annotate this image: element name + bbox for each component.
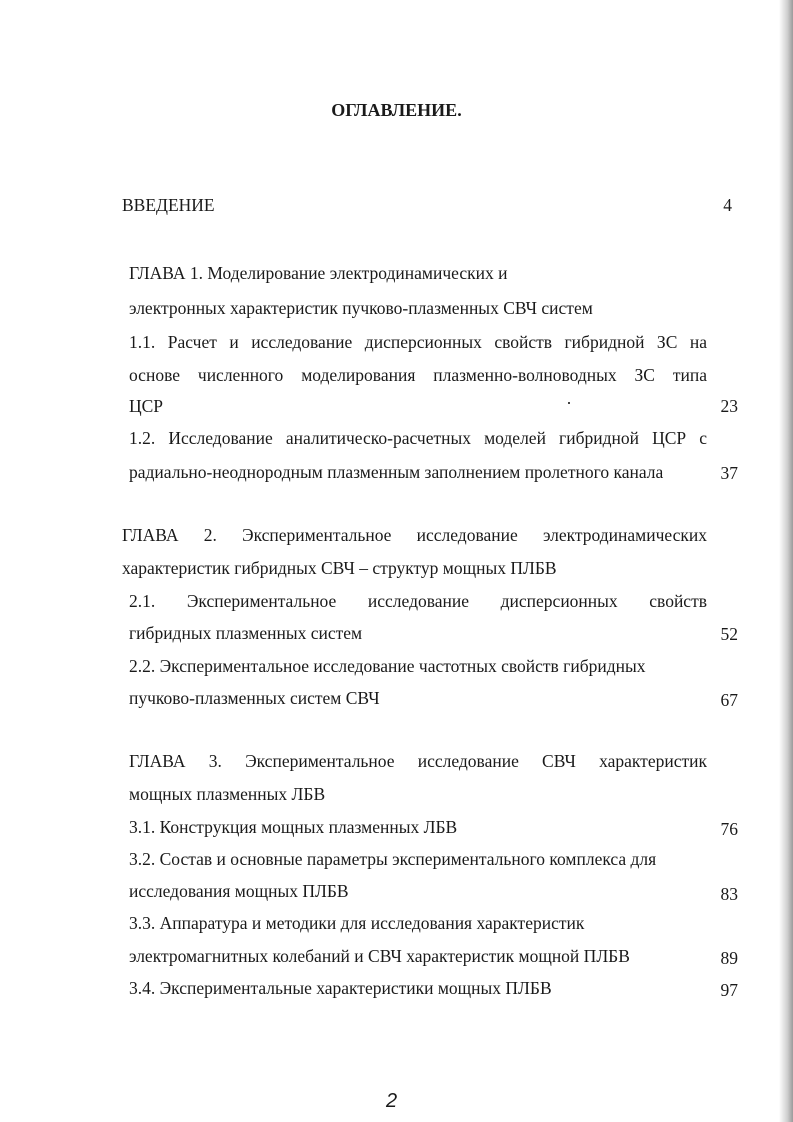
- ch3-s3-line1: 3.3. Аппаратура и методики для исследования характеристик: [129, 913, 585, 933]
- ch1-s2-line1: 1.2. Исследование аналитическо-расчетных моделей гибридной ЦСР с: [129, 428, 707, 448]
- ch2-s2-line1: 2.2. Экспериментальное исследование частотных свойств гибридных: [129, 656, 646, 676]
- ch1-title-line2: электронных характеристик пучково-плазменных СВЧ систем: [129, 298, 593, 318]
- ch3-s1-page: 76: [720, 819, 738, 839]
- ch1-s2-line2: радиально-неоднородным плазменным заполнением пролетного канала: [129, 462, 664, 482]
- ch2-s1-page: 52: [720, 624, 738, 644]
- ch3-title-line1: ГЛАВА 3. Экспериментальное исследование СВЧ характеристик: [129, 751, 707, 771]
- ch1-s1-line2: основе численного моделирования плазменно-волноводных ЗС типа: [129, 365, 707, 385]
- ch1-s1-line3: ЦСР: [129, 396, 164, 416]
- scan-speck: [568, 402, 570, 404]
- ch3-s3-page: 89: [720, 948, 738, 968]
- ch1-s1-page: 23: [720, 396, 738, 416]
- ch3-s2-page: 83: [720, 884, 738, 904]
- page-number: 2: [386, 1090, 398, 1112]
- ch2-s2-line2: пучково-плазменных систем СВЧ: [129, 688, 380, 708]
- toc-title: ОГЛАВЛЕНИЕ.: [331, 100, 462, 120]
- ch3-s4-page: 97: [720, 980, 738, 1000]
- ch2-s1-line2: гибридных плазменных систем: [129, 623, 363, 643]
- toc-intro-label: ВВЕДЕНИЕ: [122, 195, 215, 215]
- ch1-s1-line1: 1.1. Расчет и исследование дисперсионных свойств гибридной ЗС на: [129, 332, 707, 352]
- toc-intro-page: 4: [723, 195, 732, 215]
- ch1-title-line1: ГЛАВА 1. Моделирование электродинамических и: [129, 263, 508, 283]
- ch2-title-line2: характеристик гибридных СВЧ – структур мощных ПЛБВ: [122, 558, 557, 578]
- ch2-s1-line1: 2.1. Экспериментальное исследование дисперсионных свойств: [129, 591, 707, 611]
- ch3-s2-line1: 3.2. Состав и основные параметры экспериментального комплекса для: [129, 849, 657, 869]
- scan-edge-shadow: [779, 0, 793, 1122]
- ch2-s2-page: 67: [720, 690, 738, 710]
- ch1-s2-page: 37: [720, 463, 738, 483]
- ch3-s1-line1: 3.1. Конструкция мощных плазменных ЛБВ: [129, 817, 458, 837]
- ch3-s2-line2: исследования мощных ПЛБВ: [129, 881, 349, 901]
- ch3-title-line2: мощных плазменных ЛБВ: [129, 784, 326, 804]
- ch3-s3-line2: электромагнитных колебаний и СВЧ характеристик мощной ПЛБВ: [129, 946, 630, 966]
- ch2-title-line1: ГЛАВА 2. Экспериментальное исследование электродинамических: [122, 525, 707, 545]
- ch3-s4-line1: 3.4. Экспериментальные характеристики мощных ПЛБВ: [129, 978, 552, 998]
